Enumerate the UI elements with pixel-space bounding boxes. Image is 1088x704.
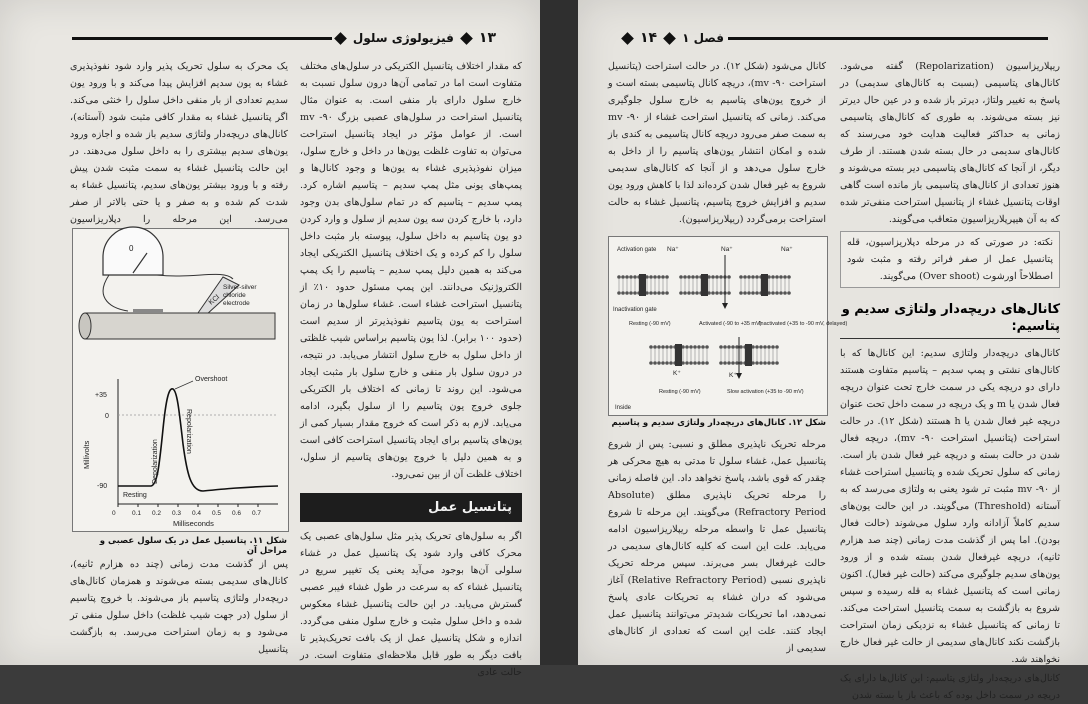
lipid-head bbox=[727, 361, 731, 365]
header-diamond bbox=[621, 32, 634, 45]
text-column-left-top bbox=[70, 58, 288, 225]
lipid-head bbox=[755, 291, 759, 295]
lipid-head bbox=[751, 275, 755, 279]
header-diamond bbox=[663, 32, 676, 45]
lipid-head bbox=[755, 345, 759, 349]
lipid-head bbox=[783, 291, 787, 295]
lipid-head bbox=[787, 275, 791, 279]
page-header bbox=[70, 30, 500, 46]
paragraph: کانال‌های دریچه‌دار ولتاژی سدیم: این کانال‌ها که با کانال‌های نشتی و پمپ سدیم – پتاسیم متفاوت هستند دارای دو دریچه یکی در سمت خارج تحت عنوان دریچه فعال شدن یا m و یک دریچه در سمت داخل تحت عنوان دریچه غیر فعال شدن یا h هستند (شکل ۱۲). در حالت استراحت (پتانسیل استراحت ۹۰- mv)، دریچه فعال شدن در حالت بسته و دریچه غیر فعال شدن باز است. زمانی که سلول تحریک شده و پتانسیل استراحت غشاء از ۹۰- mv مثبت تر شود یعنی به ولتاژی می‌رسد که به آستانه (Threshold) می‌گویند. در این حالت یون‌های سدیم کاملاً آزادانه وارد سلول می‌شوند (حالت فعال بودن). اما پس از گذشت مدت زمانی (چند صد هزارم ثانیه)، دریچه غیرفعال شدن بسته شده و از ورود یون‌های سدیم جلوگیری می‌کند (حالت غیر فعال). اکنون زمانی است که پتانسیل غشاء به قله رسیده و سپس شروع به بازگشت به سمت پتانسیل استراحت می‌کند. تا زمانی که پتانسیل غشاء به نزدیکی زمان استراحت بازگشت نکند کانال‌های سدیمی از حالت غیر فعال خارج نخواهند شد. bbox=[840, 348, 1061, 665]
x-tick-label: 0.2 bbox=[152, 510, 162, 517]
paragraph: مرحله تحریک ناپذیری مطلق و نسبی: پس از شروع پتانسیل عمل، غشاء سلول تا مدتی به هیچ محرکی هر چقدر که قوی باشد، پاسخ نخواهد داد. این فاصله زمانی را مرحله تحریک ناپذیری مطلق (Absolute Refractory Period) می‌گویند. این مرحله تا شروع پتانسیل عمل تا واسطه مرحله ریپلاریزاسیون ادامه می‌یابد. علت این است که کلیه کانال‌های سدیمی در حالت غیرفعال بسر می‌برند. سپس مرحله تحریک ناپذیری نسبی (Relative Refractory Period) آغاز می‌شود که دران غشاء به تحریکات عادی پاسخ نمی‌دهد، اما تحریکات شدیدتر می‌توانند پتانسیل عمل ایجاد کنند. علت این است که تعدادی از کانال‌های سدیمی از bbox=[608, 439, 827, 654]
ion-channel-figure bbox=[608, 236, 848, 416]
lipid-head bbox=[649, 361, 653, 365]
membrane-patch bbox=[133, 309, 163, 313]
lipid-head bbox=[747, 291, 751, 295]
paragraph: که مقدار اختلاف پتانسیل الکتریکی در سلول‌های مختلف متفاوت است اما در تمامی آن‌ها درون سلول نسبت به خارج سلول دارای بار منفی است. به عنوان مثال پتانسیل استراحت در سلول‌های عصبی بزرگ ۹۰- mv است. از عوامل مؤثر در ایجاد پتانسیل استراحت می‌توان به تفاوت غلظت یون‌ها در داخل و خارج سلول، میزان نفوذپذیری غشاء به یون‌ها و وجود کانال‌ها و پمپ‌های یونی مثل پمپ سدیم – پتاسیم اشاره کرد. پمپ سدیم – پتاسیم که در تمام سلول‌های بدن وجود دارد، با خارج کردن سه یون سدیم از سلول و وارد کردن دو یون پتاسیم به داخل سلول، پیوسته بار مثبت داخل سلول را کم کرده و یک اختلاف پتانسیل الکتریکی ایجاد می‌کند به همین دلیل پمپ سدیم – پتاسیم را یک پمپ الکتروژنیک می‌دانند. این پمپ مسئول حدود ۱۰٪ از پتانسیل استراحت غشاء است. غشاء سلول‌ها در زمان استراحت به یون پتاسیم نفوذپذیرتر از سدیم است (حدود ۱۰۰ برابر). لذا یون پتاسیم براساس شیب غلظتی از داخل سلول به خارج سلول انتشار می‌یابد. در نتیجه، در درون سلول بار منفی و خارج سلول بار مثبت ایجاد می‌شود. این روند تا زمانی که اختلاف بار الکتریکی جلوی خروج یون پتاسیم را از سلول بگیرد، ادامه می‌یابد. لازم به ذکر است که خروج مقدار بسیار کمی از یون‌های پتاسیم برای ایجاد پتانسیل استراحت کافی است و به همین دلیل با خروج یون‌های پتاسیم از سلول، اختلاف غلظت آن از بین نمی‌رود. bbox=[300, 61, 522, 480]
lipid-head bbox=[621, 291, 625, 295]
lipid-head bbox=[687, 291, 691, 295]
lipid-head bbox=[691, 291, 695, 295]
lipid-head bbox=[739, 275, 743, 279]
kcl-label: KCl bbox=[207, 293, 221, 307]
lipid-head bbox=[715, 275, 719, 279]
slow-activation-label: Slow activation (+35 to -90 mV) bbox=[727, 389, 804, 395]
lipid-head bbox=[735, 345, 739, 349]
lipid-head bbox=[629, 291, 633, 295]
lipid-head bbox=[763, 361, 767, 365]
section-title: کانال‌های دریچه‌دار ولتاژی سدیم و پتاسیم: bbox=[840, 298, 1060, 339]
ion-channel-svg bbox=[609, 237, 848, 415]
lipid-head bbox=[755, 275, 759, 279]
na-label: Na⁺ bbox=[781, 246, 793, 253]
text-column-right bbox=[840, 58, 1061, 701]
repolarization-label: Repolarization bbox=[185, 409, 192, 454]
left-page bbox=[0, 0, 540, 678]
lipid-head bbox=[775, 361, 779, 365]
arrow-head bbox=[736, 373, 742, 379]
lipid-head bbox=[625, 275, 629, 279]
lipid-head bbox=[657, 275, 661, 279]
ion-channel bbox=[701, 274, 708, 296]
lipid-head bbox=[711, 291, 715, 295]
lipid-head bbox=[657, 345, 661, 349]
lipid-head bbox=[723, 345, 727, 349]
depolarization-label: Depolarization bbox=[152, 439, 159, 484]
lipid-head bbox=[705, 345, 709, 349]
lipid-head bbox=[665, 291, 669, 295]
ion-channel bbox=[761, 274, 768, 296]
lipid-head bbox=[771, 345, 775, 349]
lipid-head bbox=[719, 361, 723, 365]
lipid-head bbox=[719, 291, 723, 295]
header-diamond bbox=[460, 32, 473, 45]
lipid-head bbox=[649, 345, 653, 349]
overshoot-label: Overshoot bbox=[195, 376, 228, 383]
inactivated-label: Inactivated (+35 to -90 mV, delayed) bbox=[759, 321, 848, 327]
lipid-head bbox=[661, 291, 665, 295]
figure-caption: شکل ۱۲. کانال‌های دریچه‌دار ولتاژی سدیم و پتاسیم bbox=[611, 418, 826, 428]
lipid-head bbox=[727, 345, 731, 349]
lipid-head bbox=[767, 361, 771, 365]
lipid-head bbox=[705, 361, 709, 365]
header-rule bbox=[728, 37, 1048, 40]
lipid-head bbox=[759, 345, 763, 349]
lipid-head bbox=[691, 275, 695, 279]
lipid-head bbox=[715, 291, 719, 295]
lipid-head bbox=[685, 345, 689, 349]
meter-zero-label: 0 bbox=[129, 244, 134, 253]
lipid-head bbox=[683, 291, 687, 295]
lipid-head bbox=[779, 275, 783, 279]
paragraph: کانال‌های دریچه‌دار ولتاژی پتاسیم: این کانال‌ها دارای یک دریچه در سمت داخل بوده که باعث باز یا بسته شدن bbox=[840, 673, 1060, 701]
y-tick-label: +35 bbox=[95, 392, 107, 399]
page-number: ۱۴ bbox=[640, 30, 658, 46]
lipid-head bbox=[763, 345, 767, 349]
x-tick-label: 0.6 bbox=[232, 510, 242, 517]
text-column-left-bottom bbox=[608, 436, 826, 665]
lipid-head bbox=[771, 275, 775, 279]
action-potential-figure bbox=[72, 228, 289, 532]
paragraph: ریپلاریزاسیون (Repolarization) گفته می‌شود. کانال‌های پتاسیمی (بسبت به کانال‌های سدیمی) در پاسخ به تغییر ولتاژ، دیرتر باز شده و در عین حال دیرتر نیز بسته می‌شوند. به طوری که کانال‌های پتاسیمی زمانی به حداکثر فعالیت هدایت خود می‌رسند که کانال‌های سدیمی در حال بسته شدن هستند. از طرف دیگر، از آنجا که کانال‌های پتاسیمی دیر بسته می‌شوند و هنوز تعدادی از کانال‌های پتاسیمی باز مانده است گاهی اوقات پتانسیل غشاء از پتانسیل استراحت منفی‌تر شده که به آن هیپرپلاریزاسیون متعاقب می‌گویند. bbox=[840, 61, 1060, 225]
ion-channel bbox=[745, 344, 752, 366]
text-column-right bbox=[300, 58, 522, 678]
na-label: Na⁺ bbox=[721, 246, 733, 253]
header-rule bbox=[72, 37, 332, 40]
wire bbox=[103, 275, 128, 311]
activation-gate-label: Activation gate bbox=[617, 247, 657, 253]
ion-channel bbox=[639, 274, 646, 296]
lipid-head bbox=[653, 361, 657, 365]
lipid-head bbox=[669, 345, 673, 349]
lipid-head bbox=[633, 291, 637, 295]
action-potential-curve bbox=[118, 389, 278, 491]
lipid-head bbox=[661, 275, 665, 279]
x-axis-label: Milliseconds bbox=[173, 519, 214, 528]
lipid-head bbox=[731, 345, 735, 349]
lipid-head bbox=[719, 275, 723, 279]
lipid-head bbox=[727, 291, 731, 295]
paragraph: اگر به سلول‌های تحریک پذیر مثل سلول‌های عصبی یک محرک کافی وارد شود یک پتانسیل عمل در غشاء سلولی آن‌ها بوجود می‌آید یعنی یک تغییر سریع در پتانسیل غشاء که به سرعت در طول غشاء فیبر عصبی گسترش می‌یابد. در این حالت پتانسیل غشاء معکوس شده و داخل سلول مثبت و خارج سلول منفی می‌گردد. اندازه و شکل پتانسیل عمل از یک بافت تحریک‌پذیر تا بافت دیگر به طور قابل ملاحظه‌ای متفاوت است. در حالت عادی bbox=[300, 531, 522, 678]
lipid-head bbox=[701, 361, 705, 365]
ion-channel bbox=[675, 344, 682, 366]
lipid-head bbox=[755, 361, 759, 365]
lipid-head bbox=[689, 345, 693, 349]
lipid-head bbox=[775, 345, 779, 349]
lipid-head bbox=[633, 275, 637, 279]
lipid-head bbox=[653, 275, 657, 279]
electrode-label: Silver-silver chloride electrode bbox=[223, 284, 257, 307]
x-tick-label: 0.5 bbox=[212, 510, 222, 517]
lipid-head bbox=[657, 291, 661, 295]
lipid-head bbox=[687, 275, 691, 279]
action-potential-svg bbox=[73, 229, 288, 531]
lipid-head bbox=[739, 291, 743, 295]
lipid-head bbox=[661, 345, 665, 349]
chapter-title: فصل ۱ bbox=[682, 31, 724, 45]
lipid-head bbox=[693, 345, 697, 349]
lipid-head bbox=[695, 291, 699, 295]
lipid-head bbox=[747, 275, 751, 279]
note-box: نکته: در صورتی که در مرحله دپلاریزاسیون، قله پتانسیل عمل از صفر فراتر رفته و مثبت شود اصطلاحاً اورشوت (Over shoot) می‌گویند. bbox=[840, 231, 1060, 288]
fiber-end bbox=[79, 313, 91, 339]
lipid-head bbox=[683, 275, 687, 279]
lipid-head bbox=[661, 361, 665, 365]
lipid-head bbox=[751, 291, 755, 295]
lipid-head bbox=[665, 275, 669, 279]
x-tick-label: 0.1 bbox=[132, 510, 142, 517]
lipid-head bbox=[649, 291, 653, 295]
lipid-head bbox=[787, 291, 791, 295]
book-gutter bbox=[540, 0, 578, 665]
lipid-head bbox=[739, 345, 743, 349]
k-label: K⁺ bbox=[673, 370, 681, 377]
lipid-head bbox=[649, 275, 653, 279]
lipid-head bbox=[759, 361, 763, 365]
resting-k-label: Resting (-90 mV) bbox=[659, 389, 701, 395]
paragraph: کانال می‌شود (شکل ۱۲). در حالت استراحت (پتانسیل استراحت ۹۰- mv)، دریچه کانال پتاسیمی بسته است و از خروج یون‌های پتاسیم به خارج سلول جلوگیری می‌کند. زمانی که پتانسیل استراحت غشاء از ۹۰- mv به سمت صفر می‌رود دریچه کانال پتاسیمی به کندی باز شده و امکان انتشار یون‌های پتاسیم را از داخل به خارج سلول می‌دهد و از آنجا که کانال‌های سدیمی شروع به غیر فعال شدن کرده‌اند لذا با کاهش ورود یون سدیم و افزایش خروج پتاسیم، پتانسیل غشاء به حالت استراحت برمی‌گردد (ریپلاریزاسیون). bbox=[608, 61, 827, 225]
x-tick-label: 0.4 bbox=[192, 510, 202, 517]
x-tick-label: 0.3 bbox=[172, 510, 182, 517]
lipid-head bbox=[653, 291, 657, 295]
lipid-head bbox=[617, 291, 621, 295]
lipid-head bbox=[685, 361, 689, 365]
lipid-head bbox=[743, 275, 747, 279]
lipid-head bbox=[767, 345, 771, 349]
page-number: ۱۳ bbox=[478, 30, 496, 46]
resting-na-label: Resting (-90 mV) bbox=[629, 321, 671, 327]
lipid-head bbox=[743, 291, 747, 295]
lipid-head bbox=[621, 275, 625, 279]
lipid-head bbox=[735, 361, 739, 365]
y-tick-label: -90 bbox=[97, 483, 108, 490]
paragraph: یک محرک به سلول تحریک پذیر وارد شود نفوذپذیری غشاء به یون سدیم افزایش پیدا می‌کند و با ورود یون سدیم تعدادی از بار منفی داخل سلول را خنثی می‌کند. اگر پتانسیل غشاء به مقدار کافی مثبت شود (آستانه)، کانال‌های دریچه‌دار ولتاژی سدیم باز شده و اجازه ورود یون‌های سدیم بیشتری را به داخل سلول می‌دهند. در این حالت پتانسیل غشاء به سمت مثبت شدن پیش رفته و با ورود بیشتر یون‌های سدیم، پتانسیل غشاء به شدت کم شده و به صفر و یا حتی بالاتر از صفر می‌رسد. این مرحله را دپلاریزاسیون bbox=[70, 61, 288, 225]
inactivation-gate-label: Inactivation gate bbox=[613, 307, 657, 313]
figure-caption: شکل ۱۱. پتانسیل عمل در یک سلول عصبی و مراحل آن bbox=[99, 536, 287, 556]
section-title: پتانسیل عمل bbox=[300, 493, 522, 522]
y-axis-label: Millivolts bbox=[82, 440, 91, 469]
lipid-head bbox=[693, 361, 697, 365]
lipid-head bbox=[679, 291, 683, 295]
lipid-head bbox=[653, 345, 657, 349]
lipid-head bbox=[783, 275, 787, 279]
arrow-head bbox=[722, 303, 728, 309]
nerve-fiber bbox=[85, 313, 275, 339]
x-tick-labels bbox=[112, 504, 261, 517]
k-label: K⁺ bbox=[729, 372, 737, 379]
header-diamond bbox=[334, 32, 347, 45]
lipid-head bbox=[625, 291, 629, 295]
overshoot-pointer bbox=[175, 381, 193, 389]
lipid-head bbox=[711, 275, 715, 279]
inside-label: Inside bbox=[615, 405, 632, 411]
page-header bbox=[608, 30, 1048, 46]
lipid-head bbox=[727, 275, 731, 279]
lipid-head bbox=[779, 291, 783, 295]
chapter-title: فیزیولوژی سلول bbox=[352, 31, 454, 45]
lipid-head bbox=[697, 345, 701, 349]
y-tick-label: 0 bbox=[105, 413, 109, 420]
lipid-head bbox=[719, 345, 723, 349]
lipid-head bbox=[697, 361, 701, 365]
x-tick-label: 0.7 bbox=[252, 510, 262, 517]
lipid-head bbox=[723, 361, 727, 365]
lipid-head bbox=[617, 275, 621, 279]
na-label: Na⁺ bbox=[667, 246, 679, 253]
lipid-head bbox=[665, 345, 669, 349]
lipid-head bbox=[739, 361, 743, 365]
lipid-head bbox=[629, 275, 633, 279]
lipid-head bbox=[771, 361, 775, 365]
lipid-head bbox=[701, 345, 705, 349]
lipid-head bbox=[679, 275, 683, 279]
lipid-head bbox=[689, 361, 693, 365]
activated-label: Activated (-90 to +35 mV) bbox=[699, 321, 762, 327]
x-tick-label: 0 bbox=[112, 510, 116, 517]
paragraph: پس از گذشت مدت زمانی (چند ده هزارم ثانیه)، کانال‌های سدیمی بسته می‌شوند و همزمان کانال‌های دریچه‌دار ولتاژی پتاسیم باز می‌شوند. با خروج پتاسیم از سلول (در جهت شیب غلظت) داخل سلول منفی تر می‌شود و به زمان استراحت می‌رسد. به بازگشت پتانسیل bbox=[70, 559, 288, 655]
lipid-head bbox=[657, 361, 661, 365]
resting-label: Resting bbox=[123, 492, 147, 499]
right-page bbox=[578, 0, 1088, 701]
lipid-head bbox=[731, 361, 735, 365]
text-column-left-bottom bbox=[70, 556, 288, 665]
lipid-head bbox=[775, 275, 779, 279]
lipid-head bbox=[775, 291, 779, 295]
lipid-head bbox=[695, 275, 699, 279]
lipid-head bbox=[771, 291, 775, 295]
text-column-left-top bbox=[608, 58, 826, 228]
lipid-head bbox=[669, 361, 673, 365]
lipid-head bbox=[665, 361, 669, 365]
